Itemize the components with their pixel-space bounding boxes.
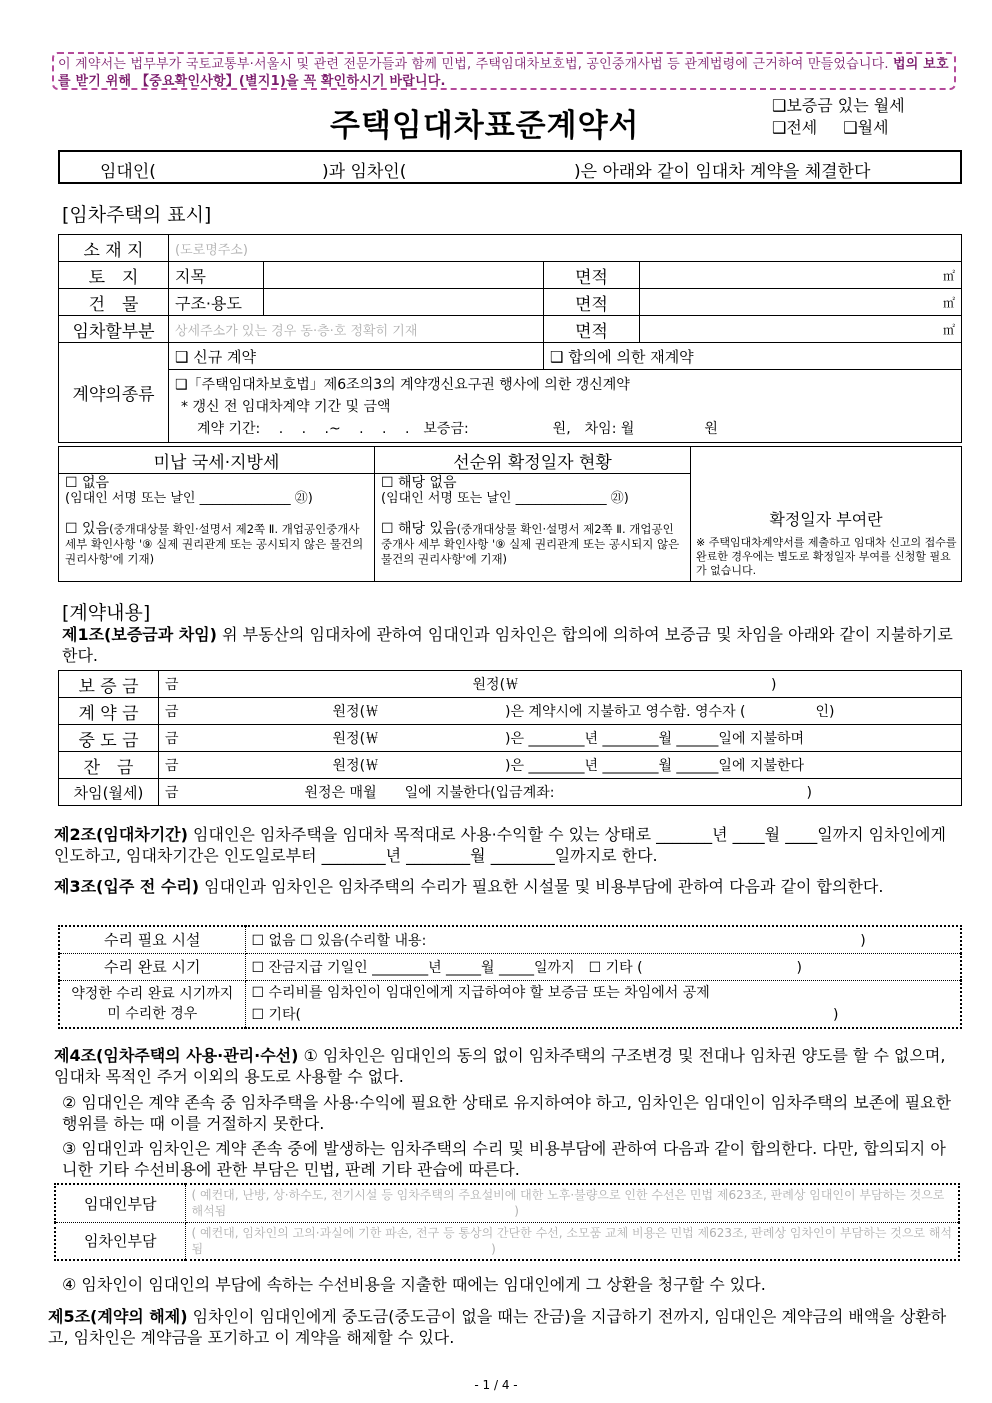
article-5-body: 임차인이 임대인에게 중도금(중도금이 없을 때는 잔금)을 지급하기 전까지, 임대인은 계약금의 배액을 상환하고, 임차인은 계약금을 포기하고 이 계약을 해제할 수 있다. [48,1307,947,1347]
article-3-body: 임대인과 임차인은 임차주택의 수리가 필요한 시설물 및 비용부담에 관하여 다음과 같이 합의한다. [199,877,884,896]
repair-need-field[interactable]: ☐ 없음 ☐ 있음(수리할 내용: ) [245,926,961,953]
article-5-head: 제5조(계약의 해제) [48,1307,188,1326]
building-structure-label: 구조·용도 [169,289,264,316]
location-field[interactable]: (도로명주소) [169,235,962,262]
type-option-monthly[interactable]: ❑월세 [843,118,889,137]
article-4-head: 제4조(임차주택의 사용·관리·수선) [54,1046,299,1065]
repair-cost-table [54,1183,960,1261]
land-area-label: 면적 [544,262,640,289]
interim-payment-label: 중 도 금 [59,725,159,752]
unpaid-none-sign: (임대인 서명 또는 날인 ______________ ㉑) [65,491,313,506]
unpaid-exist-checkbox[interactable]: ☐ 있음 [65,521,110,537]
lessor-label: 임대인( [100,162,156,182]
repair-need-label: 수리 필요 시설 [59,926,245,953]
kind-new-checkbox[interactable]: ❑ 신규 계약 [169,343,544,370]
lessor-burden-field[interactable]: ( 예컨대, 난방, 상·하수도, 전기시설 등 임차주택의 주요설비에 대한 노후·불량으로 인한 수선은 민법 제623조, 판례상 임대인이 부담하는 것으로 해석됨 ) [185,1184,959,1222]
repair-unfinished-label: 약정한 수리 완료 시기까지 미 수리한 경우 [59,980,245,1028]
unpaid-tax-header: 미납 국세·지방세 [59,447,375,474]
building-label: 건 물 [59,289,169,316]
section-property-title: [임차주택의 표시] [62,204,212,226]
repair-deduct-checkbox[interactable]: ☐ 수리비를 임차인이 임대인에게 지급하여야 할 보증금 또는 차임에서 공제 [251,984,710,1001]
article-4-p2: ② 임대인은 계약 존속 중 임차주택을 사용·수익에 필요한 상태로 유지하여야 하고, 임차인은 임대인이 임차주택의 보존에 필요한 행위를 하는 때 이를 거절하지 못한다. [62,1093,952,1133]
repair-table [58,925,962,1029]
article-1-body: 위 부동산의 임대차에 관하여 임대인과 임차인은 합의에 의하여 보증금 및 차임을 아래와 같이 지불하기로 한다. [62,625,953,665]
priority-none-sign: (임대인 서명 또는 날인 ______________ ㉑) [381,491,629,506]
parties-sentence: )은 아래와 같이 임대차 계약을 체결한다 [574,162,871,182]
priority-exist-checkbox[interactable]: ☐ 해당 있음 [381,521,457,537]
land-label: 토 지 [59,262,169,289]
rented-part-field[interactable]: 상세주소가 있는 경우 동·층·호 정확히 기재 [169,316,544,343]
article-4-p1: ① 임차인은 임대인의 동의 없이 임차주택의 구조변경 및 전대나 임차권 양도를 할 수 없으며, 임대차 목적인 주거 이외의 용도로 사용할 수 없다. [54,1046,946,1086]
building-structure-field[interactable] [264,289,544,316]
rented-area-field[interactable]: ㎡ [640,316,962,343]
fixed-date-title: 확정일자 부여란 [769,509,883,529]
article-3-head: 제3조(입주 전 수리) [54,877,200,896]
contract-type-options [772,95,905,139]
lessee-burden-field[interactable]: ( 예컨대, 임차인의 고의·과실에 기한 파손, 전구 등 통상의 간단한 수선, 소모품 교체 비용은 민법 제623조, 판례상 임차인이 부담하는 것으로 해석됨 ) [185,1222,959,1260]
parties-line [58,150,962,184]
repair-deadline-label: 수리 완료 시기 [59,953,245,980]
article-4-p4: ④ 임차인이 임대인의 부담에 속하는 수선비용을 지출한 때에는 임대인에게 그 상환을 청구할 수 있다. [62,1275,766,1294]
kind-renewal-checkbox[interactable]: ❑「주택임대차보호법」제6조의3의 계약갱신요구권 행사에 의한 갱신계약 [175,377,630,393]
rented-area-label: 면적 [544,316,640,343]
payment-table [58,670,962,806]
unpaid-none-checkbox[interactable]: ☐ 없음 [65,475,110,491]
deposit-field[interactable]: 금 원정(￦ ) [159,671,962,698]
lessor-burden-label: 임대인부담 [55,1184,185,1222]
article-4 [54,1045,958,1087]
balance-field[interactable]: 금 원정(￦ )은 ________년 ________월 ______일에 지불한다 [159,752,962,779]
article-2-head: 제2조(임대차기간) [54,825,188,844]
kind-renewal-cell [169,370,962,443]
lessee-burden-label: 임차인부담 [55,1222,185,1260]
balance-label: 잔 금 [59,752,159,779]
priority-date-header: 선순위 확정일자 현황 [375,447,691,474]
notice-emphasis: 법의 보호를 받기 위해 【중요확인사항】(별지1)을 꼭 확인하시기 바랍니다. [58,57,949,89]
building-area-label: 면적 [544,289,640,316]
article-2 [54,824,958,866]
location-label: 소 재 지 [59,235,169,262]
rented-part-label: 임차할부분 [59,316,169,343]
repair-other-checkbox[interactable]: ☐ 기타( ) [251,1006,839,1023]
repair-unfinished-cell [245,980,961,1028]
section-contract-title: [계약내용] [62,602,151,624]
article-1 [62,624,960,666]
contract-kind-label: 계약의종류 [59,343,169,443]
repair-deadline-field[interactable]: ☐ 잔금지급 기일인 ________년 _____월 _____일까지 ☐ 기타 ( ) [245,953,961,980]
down-payment-field[interactable]: 금 원정(￦ )은 계약시에 지불하고 영수함. 영수자 ( 인) [159,698,962,725]
kind-renew-checkbox[interactable]: ❑ 합의에 의한 재계약 [544,343,962,370]
rent-label: 차임(월세) [59,779,159,806]
article-1-head: 제1조(보증금과 차임) [62,625,217,644]
article-3 [54,876,958,897]
notice-box [52,52,956,90]
land-area-field[interactable]: ㎡ [640,262,962,289]
property-table [58,234,962,443]
article-5 [48,1306,958,1348]
kind-prev-period: 계약 기간: . . .~ . . . 보증금: 원, 차임: 월 원 [197,421,718,437]
document-title: 주택임대차표준계약서 [330,108,640,144]
priority-date-cell [375,474,691,582]
deposit-label: 보 증 금 [59,671,159,698]
page-number: - 1 / 4 - [474,1378,518,1392]
building-area-field[interactable]: ㎡ [640,289,962,316]
article-2-body: 임대인은 임차주택을 임대차 목적대로 사용·수익할 수 있는 상태로 _______년 ____월 ____일까지 임차인에게 인도하고, 임대차기간은 인도일로부터 ________년 ________월 ________일까지로 한다. [54,825,946,865]
notice-text: 이 계약서는 법무부가 국토교통부·서울시 및 관련 전문가들과 함께 민법, 주택임대차보호법, 공인중개사법 등 관계법령에 근거하여 만들었습니다. [58,57,894,72]
unpaid-tax-cell [59,474,375,582]
land-category-label: 지목 [169,262,264,289]
type-option-monthly-deposit[interactable]: ❑보증금 있는 월세 [772,96,905,115]
unpaid-exist-desc: (중개대상물 확인·설명서 제2쪽 Ⅱ. 개업공인중개사 세부 확인사항 '⑨ 실제 권리관계 또는 공시되지 않은 물건의 권리사항'에 기재) [65,522,364,566]
fixed-date-note: ※ 주택임대차계약서를 제출하고 임대차 신고의 접수를 완료한 경우에는 별도로 확정일자 부여를 신청할 필요가 없습니다. [696,536,957,577]
land-category-field[interactable] [264,262,544,289]
article-4-p3: ③ 임대인과 임차인은 계약 존속 중에 발생하는 임차주택의 수리 및 비용부담에 관하여 다음과 같이 합의한다. 다만, 합의되지 아니한 기타 수선비용에 관한 부담은 민법, 판례 기타 관습에 따른다. [62,1139,946,1179]
type-option-jeonse[interactable]: ❑전세 [772,118,818,137]
down-payment-label: 계 약 금 [59,698,159,725]
priority-exist-desc: (중개대상물 확인·설명서 제2쪽 Ⅱ. 개업공인중개사 세부 확인사항 '⑨ 실제 권리관계 또는 공시되지 않은 물건의 권리사항'에 기재) [381,522,680,566]
lessee-label: )과 임차인( [322,162,407,182]
interim-payment-field[interactable]: 금 원정(￦ )은 ________년 ________월 ______일에 지불하며 [159,725,962,752]
rent-field[interactable]: 금 원정은 매월 일에 지불한다(입금계좌: ) [159,779,962,806]
kind-prev-caption: * 갱신 전 임대차계약 기간 및 금액 [181,399,391,415]
priority-none-checkbox[interactable]: ☐ 해당 없음 [381,475,457,491]
